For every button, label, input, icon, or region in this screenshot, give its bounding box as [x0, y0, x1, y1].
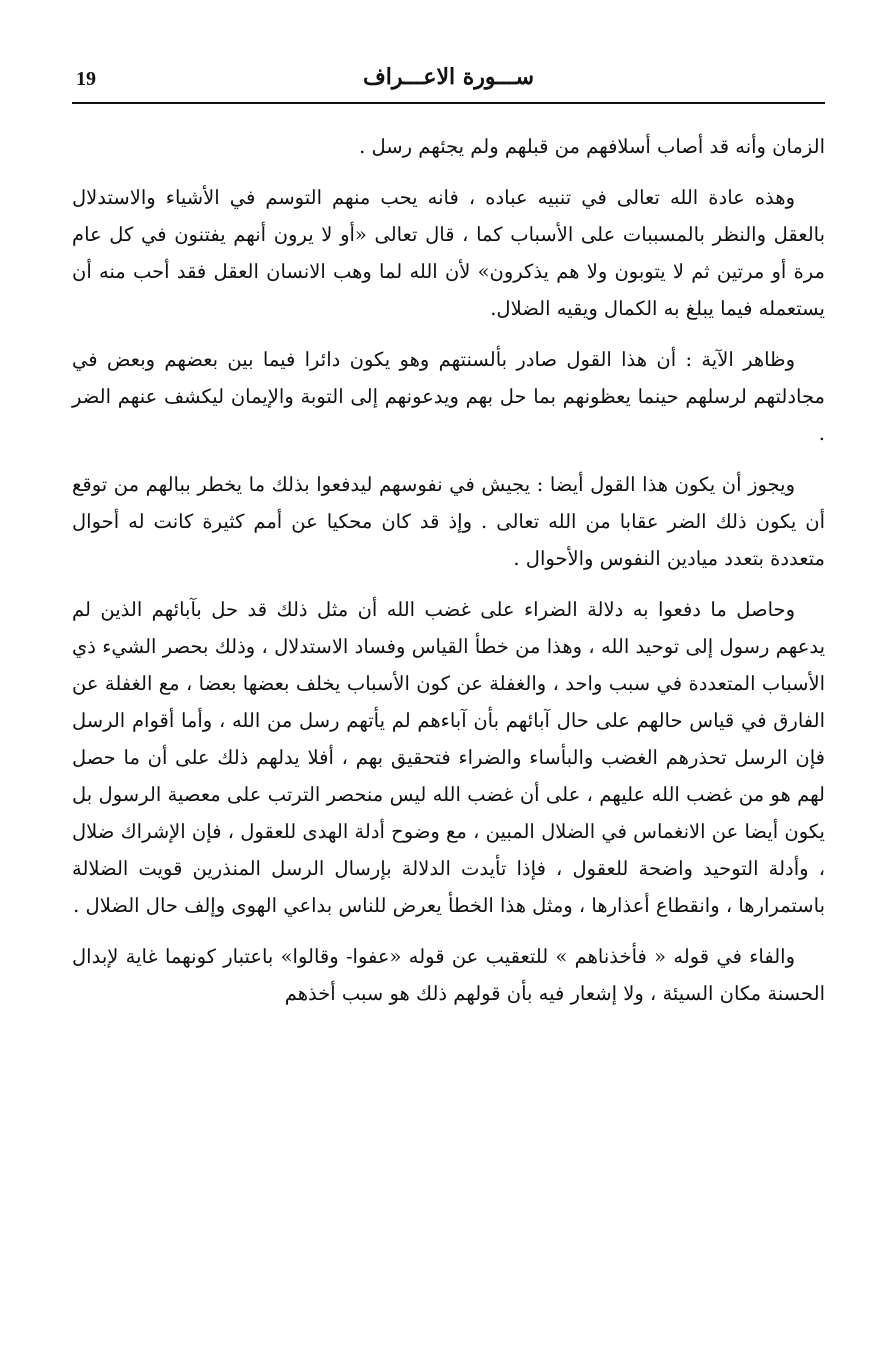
page-header: [72, 62, 825, 104]
paragraph-continuation: الزمان وأنه قد أصاب أسلافهم من قبلهم ولم يجئهم رسل .: [359, 135, 825, 158]
header-rule: [72, 102, 825, 104]
paragraph: وظاهر الآية : أن هذا القول صادر بألسنتهم وهو يكون دائرا فيما بين بعضهم وبعض في مجادلتهم لرسلهم حينما يعظونهم بما حل بهم ويدعونهم إلى التوبة والإيمان ليكشف عنهم الضر .: [72, 348, 825, 445]
paragraph: وهذه عادة الله تعالى في تنبيه عباده ، فانه يحب منهم التوسم في الأشياء والاستدلال بالعقل والنظر بالمسببات على الأسباب كما ، قال تعالى «أو لا يرون أنهم يفتنون في كل عام مرة أو مرتين ثم لا يتوبون ولا هم يذكرون» لأن الله لما وهب الانسان العقل فقد أحب منه أن يستعمله فيما يبلغ به الكمال ويقيه الضلال.: [72, 186, 825, 320]
paragraph: وحاصل ما دفعوا به دلالة الضراء على غضب الله أن مثل ذلك قد حل بآبائهم الذين لم يدعهم رسول إلى توحيد الله ، وهذا من خطأ القياس وفساد الاستدلال ، وذلك بحصر الشيء ذي الأسباب المتعددة في سبب واحد ، والغفلة عن كون الأسباب يخلف بعضها بعضا ، مع الغفلة عن الفارق في قياس حالهم على حال آبائهم بأن آباءهم لم يأتهم رسل من الله ، وأما أقوام الرسل فإن الرسل تحذرهم الغضب والبأساء والضراء فتحقيق بهم ، أفلا يدلهم ذلك على أن ما حصل لهم هو من غضب الله عليهم ، على أن غضب الله ليس منحصر الترتب على معصية الرسول بل يكون أيضا عن الانغماس في الضلال المبين ، مع وضوح أدلة الهدى للعقول ، فإن الإشراك ضلال ، وأدلة التوحيد واضحة للعقول ، فإذا تأيدت الدلالة بإرسال الرسل المنذرين قويت الضلالة باستمرارها ، وانقطاع أعذارها ، ومثل هذا الخطأ يعرض للناس بداعي الهوى وإلف حال الضلال .: [72, 598, 825, 917]
page-number: 19: [76, 68, 96, 90]
paragraph: ويجوز أن يكون هذا القول أيضا : يجيش في نفوسهم ليدفعوا بذلك ما يخطر ببالهم من توقع أن يكون ذلك الضر عقابا من الله تعالى . وإذ قد كان محكيا عن أمم كثيرة كانت له أحوال متعددة بتعدد ميادين النفوس والأحوال .: [72, 473, 825, 570]
body-text: [72, 128, 825, 1026]
paragraph: والفاء في قوله « فأخذناهم » للتعقيب عن قوله «عفوا- وقالوا» باعتبار كونهما غاية لإبدال الحسنة مكان السيئة ، ولا إشعار فيه بأن قولهم ذلك هو سبب أخذهم: [72, 945, 825, 1005]
running-title: ســـورة الاعـــراف: [362, 64, 535, 90]
